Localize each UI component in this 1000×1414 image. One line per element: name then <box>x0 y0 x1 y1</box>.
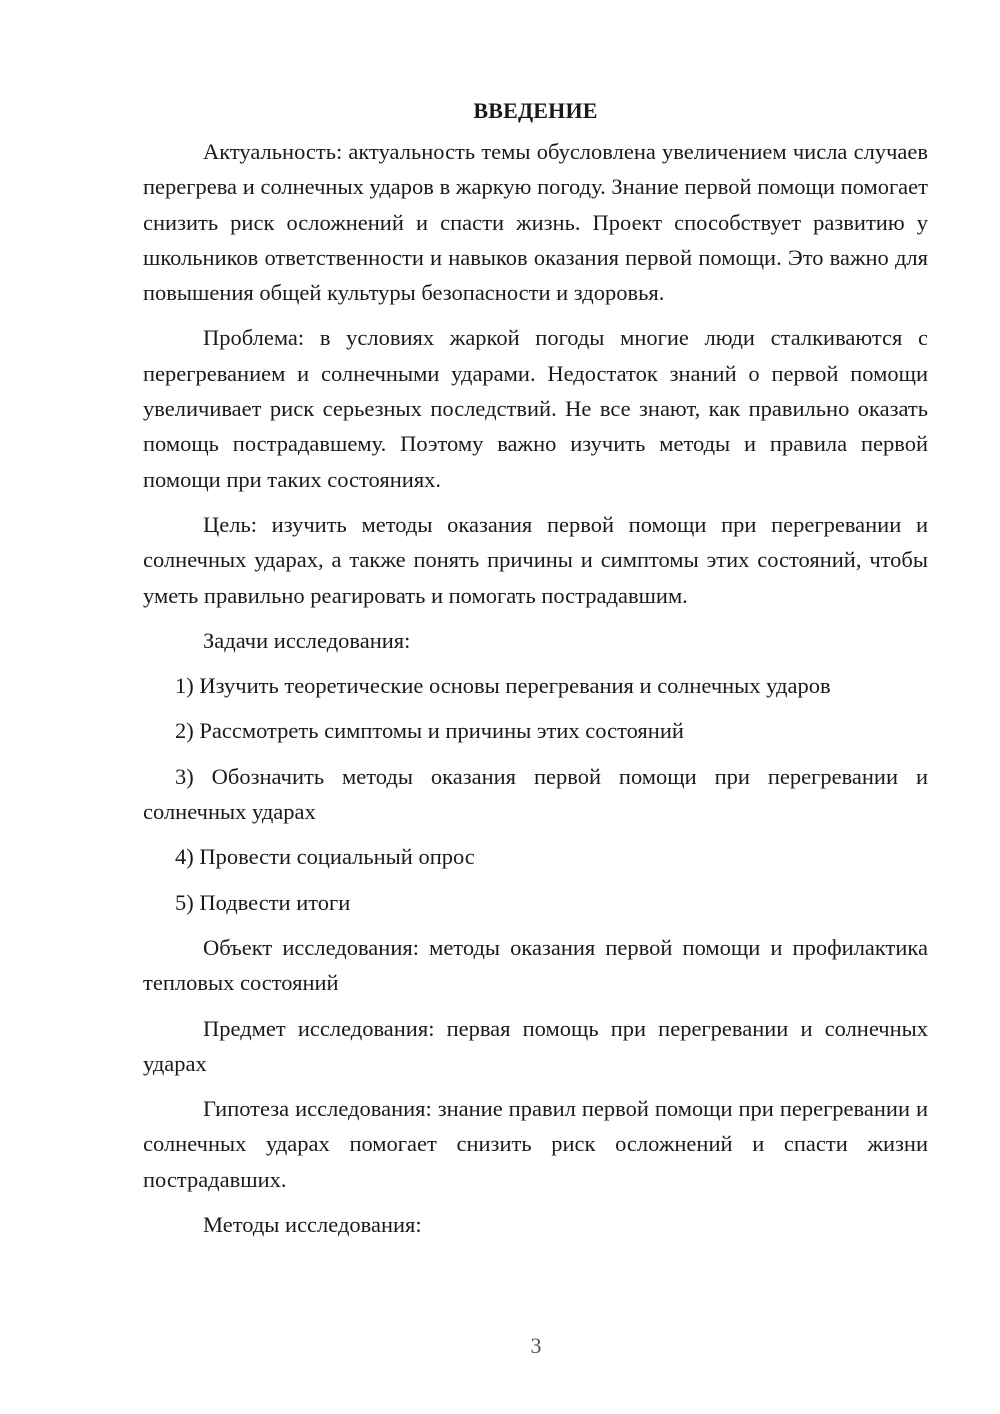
task-item-2: 2) Рассмотреть симптомы и причины этих состояний <box>175 718 684 744</box>
subject-paragraph: Предмет исследования: первая помощь при перегревании и солнечных ударах <box>143 1015 928 1076</box>
task-item-3: 3) Обозначить методы оказания первой помощи при перегревании и солнечных ударах <box>143 763 928 825</box>
problem-paragraph: Проблема: в условиях жаркой погоды многие люди сталкиваются с перегреванием и солнечными ударами. Недостаток знаний о первой помощи увеличивает риск серьезных последствий. Не все знают, как правильно оказать помощь пострадавшему. Поэтому важно изучить методы и правила первой помощи при таких состояниях. <box>143 325 928 492</box>
goal-paragraph: Цель: изучить методы оказания первой помощи при перегревании и солнечных ударах, а также понять причины и симптомы этих состояний, чтобы уметь правильно реагировать и помогать пострадавшим. <box>143 511 928 608</box>
methods-heading: Методы исследования: <box>203 1212 422 1238</box>
page-number: 3 <box>530 1333 542 1358</box>
page-number-footer <box>0 1333 1000 1359</box>
hypothesis-paragraph: Гипотеза исследования: знание правил первой помощи при перегревании и солнечных ударах помогает снизить риск осложнений и спасти жизни пострадавших. <box>143 1096 928 1192</box>
task-item-4: 4) Провести социальный опрос <box>175 844 475 870</box>
relevance-paragraph: Актуальность: актуальность темы обусловлена увеличением числа случаев перегрева и солнечных ударов в жаркую погоду. Знание первой помощи помогает снизить риск осложнений и спасти жизнь. Проект способствует развитию у школьников ответственности и навыков оказания первой помощи. Это важно для повышения общей культуры безопасности и здоровья. <box>143 139 928 306</box>
page-content <box>143 96 928 1252</box>
task-item-1: 1) Изучить теоретические основы перегревания и солнечных ударов <box>175 673 831 699</box>
tasks-heading: Задачи исследования: <box>203 627 411 653</box>
task-item-5: 5) Подвести итоги <box>175 889 351 915</box>
object-paragraph: Объект исследования: методы оказания первой помощи и профилактика тепловых состояний <box>143 934 928 996</box>
section-heading: ВВЕДЕНИЕ <box>473 98 598 123</box>
